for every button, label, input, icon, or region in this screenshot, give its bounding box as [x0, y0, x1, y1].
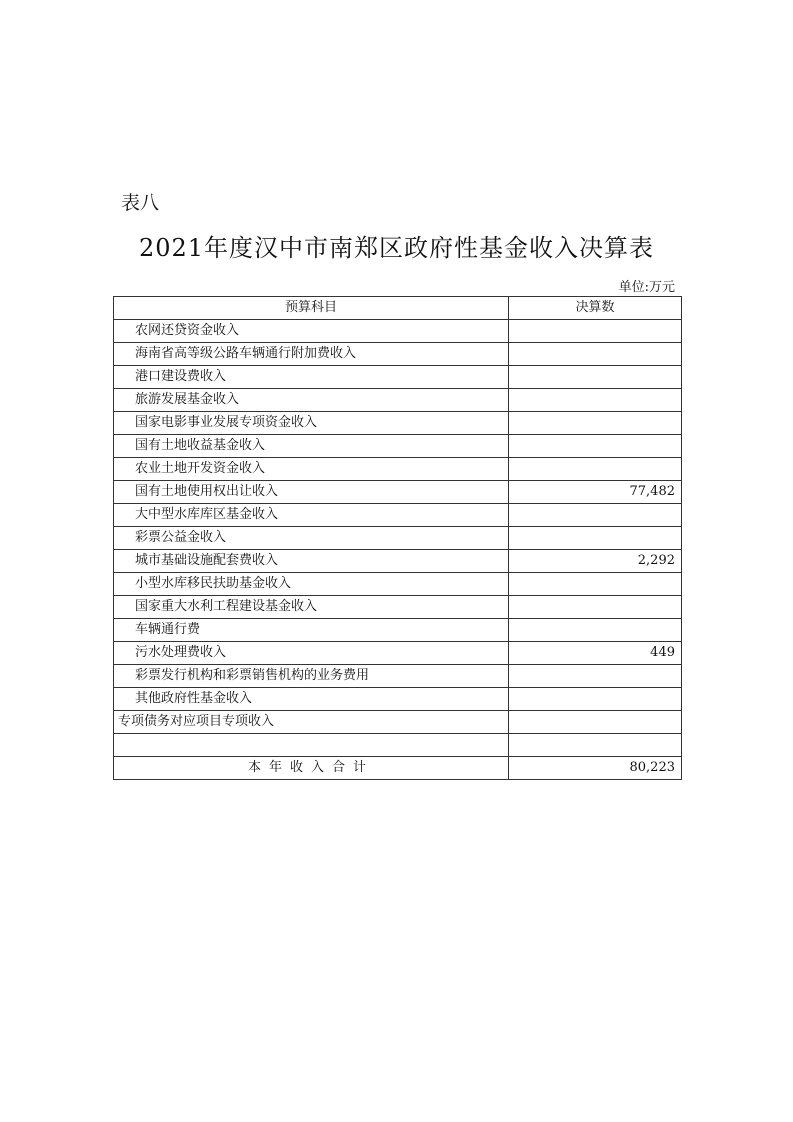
table-row [114, 642, 682, 665]
column-header-amount: 决算数 [509, 297, 682, 320]
table-row [114, 481, 682, 504]
row-subject: 农业土地开发资金收入 [114, 458, 509, 481]
table-row [114, 320, 682, 343]
row-subject [114, 734, 509, 757]
row-amount [509, 435, 682, 458]
table-row [114, 688, 682, 711]
row-subject: 农网还贷资金收入 [114, 320, 509, 343]
row-amount: 77,482 [509, 481, 682, 504]
table-header-row [114, 297, 682, 320]
row-amount [509, 711, 682, 734]
row-amount [509, 389, 682, 412]
row-subject: 国有土地使用权出让收入 [114, 481, 509, 504]
row-subject: 旅游发展基金收入 [114, 389, 509, 412]
table-row [114, 458, 682, 481]
table-row [114, 573, 682, 596]
row-amount [509, 412, 682, 435]
row-amount [509, 688, 682, 711]
row-subject: 城市基础设施配套费收入 [114, 550, 509, 573]
table-row [114, 619, 682, 642]
row-subject: 专项债务对应项目专项收入 [114, 711, 509, 734]
row-subject: 国有土地收益基金收入 [114, 435, 509, 458]
row-amount [509, 504, 682, 527]
total-row [114, 757, 682, 780]
table-row [114, 665, 682, 688]
row-subject: 小型水库移民扶助基金收入 [114, 573, 509, 596]
row-amount [509, 596, 682, 619]
total-label: 本年收入合计 [114, 757, 509, 780]
row-amount [509, 527, 682, 550]
row-amount: 449 [509, 642, 682, 665]
row-subject: 车辆通行费 [114, 619, 509, 642]
table-row [114, 389, 682, 412]
row-subject: 港口建设费收入 [114, 366, 509, 389]
total-amount: 80,223 [509, 757, 682, 780]
row-subject: 彩票公益金收入 [114, 527, 509, 550]
table-row [114, 366, 682, 389]
row-amount: 2,292 [509, 550, 682, 573]
table-row-empty [114, 734, 682, 757]
row-subject: 其他政府性基金收入 [114, 688, 509, 711]
row-amount [509, 734, 682, 757]
row-subject: 污水处理费收入 [114, 642, 509, 665]
row-subject: 国家重大水利工程建设基金收入 [114, 596, 509, 619]
row-amount [509, 320, 682, 343]
row-amount [509, 343, 682, 366]
row-subject: 国家电影事业发展专项资金收入 [114, 412, 509, 435]
unit-label: 单位:万元 [618, 280, 675, 295]
table-number-label: 表八 [121, 192, 160, 214]
row-amount [509, 619, 682, 642]
table-row [114, 711, 682, 734]
table-row [114, 412, 682, 435]
row-subject: 大中型水库库区基金收入 [114, 504, 509, 527]
row-amount [509, 366, 682, 389]
row-amount [509, 665, 682, 688]
table-row [114, 343, 682, 366]
table-row [114, 550, 682, 573]
document-title: 2021年度汉中市南郑区政府性基金收入决算表 [138, 234, 655, 262]
column-header-subject: 预算科目 [114, 297, 509, 320]
row-subject: 彩票发行机构和彩票销售机构的业务费用 [114, 665, 509, 688]
table-row [114, 435, 682, 458]
row-amount [509, 573, 682, 596]
table-row [114, 504, 682, 527]
table-row [114, 596, 682, 619]
row-amount [509, 458, 682, 481]
fund-revenue-table [113, 296, 682, 780]
row-subject: 海南省高等级公路车辆通行附加费收入 [114, 343, 509, 366]
table-row [114, 527, 682, 550]
